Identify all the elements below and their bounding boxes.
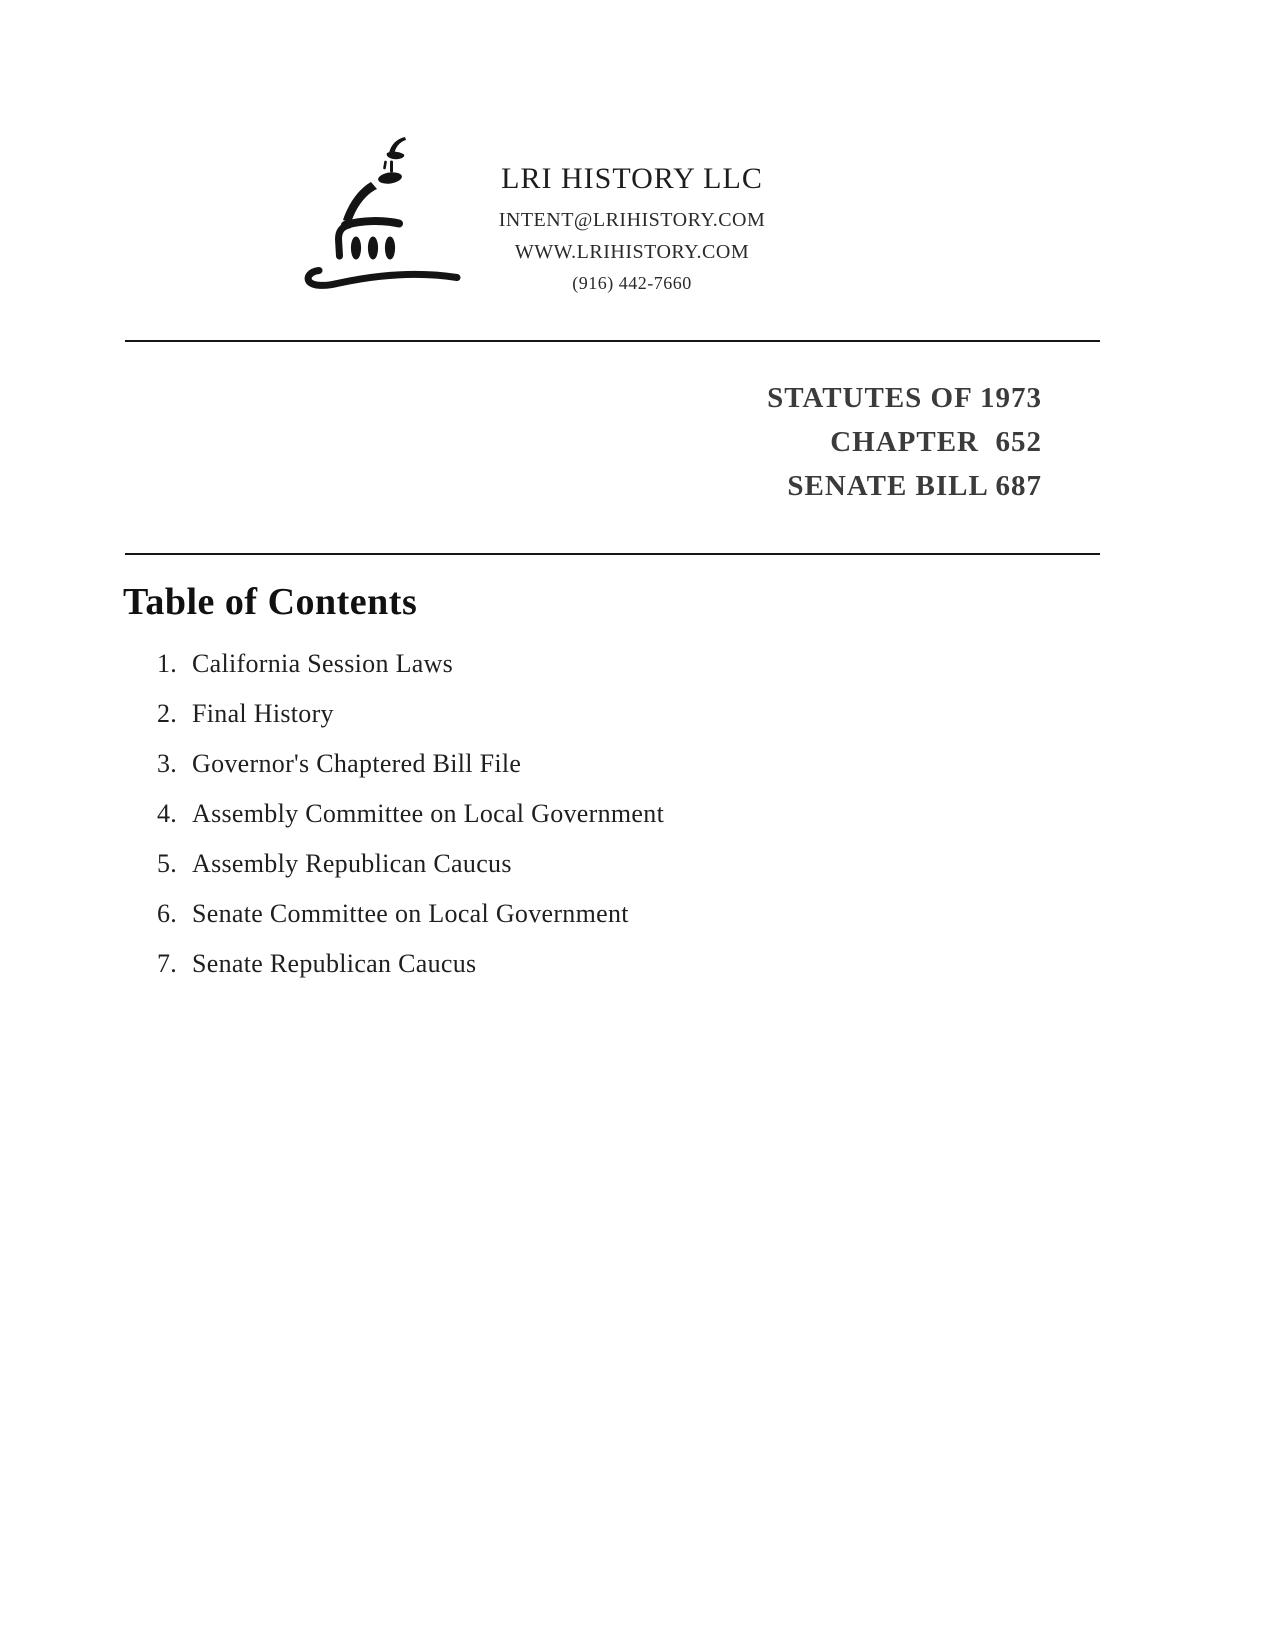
toc-item-label: Senate Committee on Local Government: [192, 899, 629, 928]
toc-item-number: 2.: [157, 699, 178, 728]
toc-item-number: 4.: [157, 799, 178, 828]
toc-item-assembly-republican-caucus: [157, 839, 664, 889]
toc-item-label: Assembly Committee on Local Government: [192, 799, 665, 828]
toc-item-number: 6.: [157, 899, 178, 928]
case-header: [767, 376, 1042, 508]
toc-item-label: California Session Laws: [192, 649, 454, 678]
toc-item-number: 7.: [157, 949, 178, 978]
toc-title: Table of Contents: [123, 581, 418, 623]
toc-item-label: Assembly Republican Caucus: [192, 849, 512, 878]
toc-item-label: Senate Republican Caucus: [192, 949, 477, 978]
capitol-dome-logo-icon: [295, 128, 470, 293]
toc-item-number: 1.: [157, 649, 178, 678]
toc-item-label: Final History: [192, 699, 334, 728]
contact-email: INTENT@LRIHISTORY.COM: [498, 209, 766, 231]
toc-item-california-session-laws: [157, 639, 664, 689]
divider-bottom: [125, 553, 1100, 555]
divider-top: [125, 340, 1100, 342]
company-name: LRI HISTORY LLC: [501, 162, 763, 195]
toc-item-number: 3.: [157, 749, 178, 778]
toc-item-assembly-committee-local-government: [157, 789, 664, 839]
toc-item-number: 5.: [157, 849, 178, 878]
contact-phone: (916) 442-7660: [572, 273, 692, 293]
contact-website: WWW.LRIHISTORY.COM: [514, 241, 750, 263]
chapter-line: CHAPTER 652: [830, 426, 1042, 458]
toc-item-senate-republican-caucus: [157, 939, 664, 989]
statutes-line: STATUTES OF 1973: [767, 382, 1042, 414]
toc-list: [157, 639, 664, 989]
letterhead: [472, 160, 792, 298]
toc-item-label: Governor's Chaptered Bill File: [192, 749, 522, 778]
senate-bill-line: SENATE BILL 687: [787, 470, 1042, 502]
toc-item-senate-committee-local-government: [157, 889, 664, 939]
toc-item-final-history: [157, 689, 664, 739]
toc-item-governors-chaptered-bill-file: [157, 739, 664, 789]
